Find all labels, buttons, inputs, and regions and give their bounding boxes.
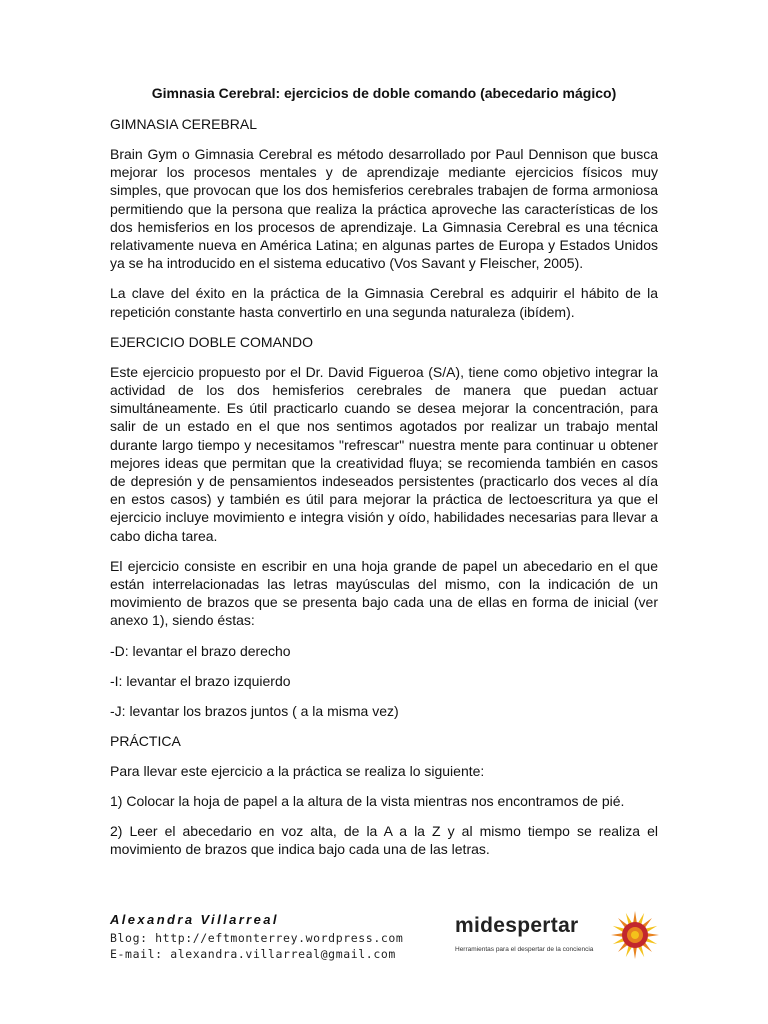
- logo-wordmark: midespertar: [455, 914, 579, 937]
- paragraph-practica: Para llevar este ejercicio a la práctica se realiza lo siguiente:: [110, 762, 485, 779]
- footer-email: E-mail: alexandra.villarreal@gmail.com: [110, 947, 396, 961]
- sun-ray: [647, 933, 659, 937]
- section-heading-ejercicio: EJERCICIO DOBLE COMANDO: [110, 333, 314, 350]
- footer-author: Alexandra Villarreal: [110, 912, 279, 927]
- sun-ray: [633, 911, 637, 923]
- step-2: 2) Leer el abecedario en voz alta, de la A a la Z y al mismo tiempo se realiza el movimiento de brazos que indica bajo cada una de las letras.: [110, 822, 658, 857]
- list-item-j: -J: levantar los brazos juntos ( a la misma vez): [110, 702, 399, 719]
- logo-tagline: Herramientas para el despertar de la conciencia: [455, 946, 594, 953]
- list-item-i: -I: levantar el brazo izquierdo: [110, 672, 291, 689]
- sun-ray: [633, 947, 637, 959]
- list-item-d: -D: levantar el brazo derecho: [110, 642, 291, 659]
- midespertar-logo: [455, 914, 615, 953]
- footer-blog: Blog: http://eftmonterrey.wordpress.com: [110, 931, 404, 945]
- paragraph-intro: Brain Gym o Gimnasia Cerebral es método desarrollado por Paul Dennison que busca mejorar los procesos mentales y de aprendizaje mediante ejercicios físicos muy simples, que provocan que los dos hemisferios cerebrales trabajen de forma armoniosa permitiendo que la persona que realiza la práctica aproveche las características de los dos hemisferios en los procesos de aprendizaje. La Gimnasia Cerebral es una técnica relativamente nueva en América Latina; en algunas partes de Europa y Estados Unidos ya se ha introducido en el sistema educativo (Vos Savant y Fleischer, 2005).: [110, 146, 658, 272]
- section-heading-gimnasia: GIMNASIA CEREBRAL: [110, 116, 258, 132]
- document-title: Gimnasia Cerebral: ejercicios de doble comando (abecedario mágico): [151, 85, 617, 101]
- section-heading-practica: PRÁCTICA: [110, 732, 181, 749]
- step-1: 1) Colocar la hoja de papel a la altura de la vista mientras nos encontramos de pié.: [110, 792, 625, 809]
- paragraph-ejercicio: Este ejercicio propuesto por el Dr. David Figueroa (S/A), tiene como objetivo integrar la actividad de los dos hemisferios cerebrales de manera que puedan actuar simultáneamente. Es útil practicarlo cuando se desea mejorar la concentración, para salir de un estado en el que nos sentimos agotados por realizar un trabajo mental durante largo tiempo y necesitamos "refrescar" nuestra mente para continuar u obtener mejores ideas que permitan que la creatividad fluya; se recomienda también en casos de depresión y de pensamientos indeseados persistentes (practicarlo dos veces al día en estos casos) y también es útil para mejorar la práctica de lectoescritura ya que el ejercicio incluye movimiento e integra visión y oído, habilidades necesarias para llevar a cabo dicha tarea.: [110, 363, 658, 544]
- footer-contact: [110, 912, 403, 962]
- document-body: [110, 84, 658, 870]
- paragraph-clave: La clave del éxito en la práctica de la Gimnasia Cerebral es adquirir el hábito de la repetición constante hasta convertirlo en una segunda naturaleza (ibídem).: [110, 285, 658, 320]
- sun-ray: [611, 933, 623, 937]
- sun-mandala-icon: [610, 910, 660, 960]
- paragraph-consiste: El ejercicio consiste en escribir en una hoja grande de papel un abecedario en el que están interrelacionadas las letras mayúsculas del mismo, con la indicación de un movimiento de brazos que se presenta bajo cada una de ellas en forma de inicial (ver anexo 1), siendo éstas:: [110, 557, 658, 629]
